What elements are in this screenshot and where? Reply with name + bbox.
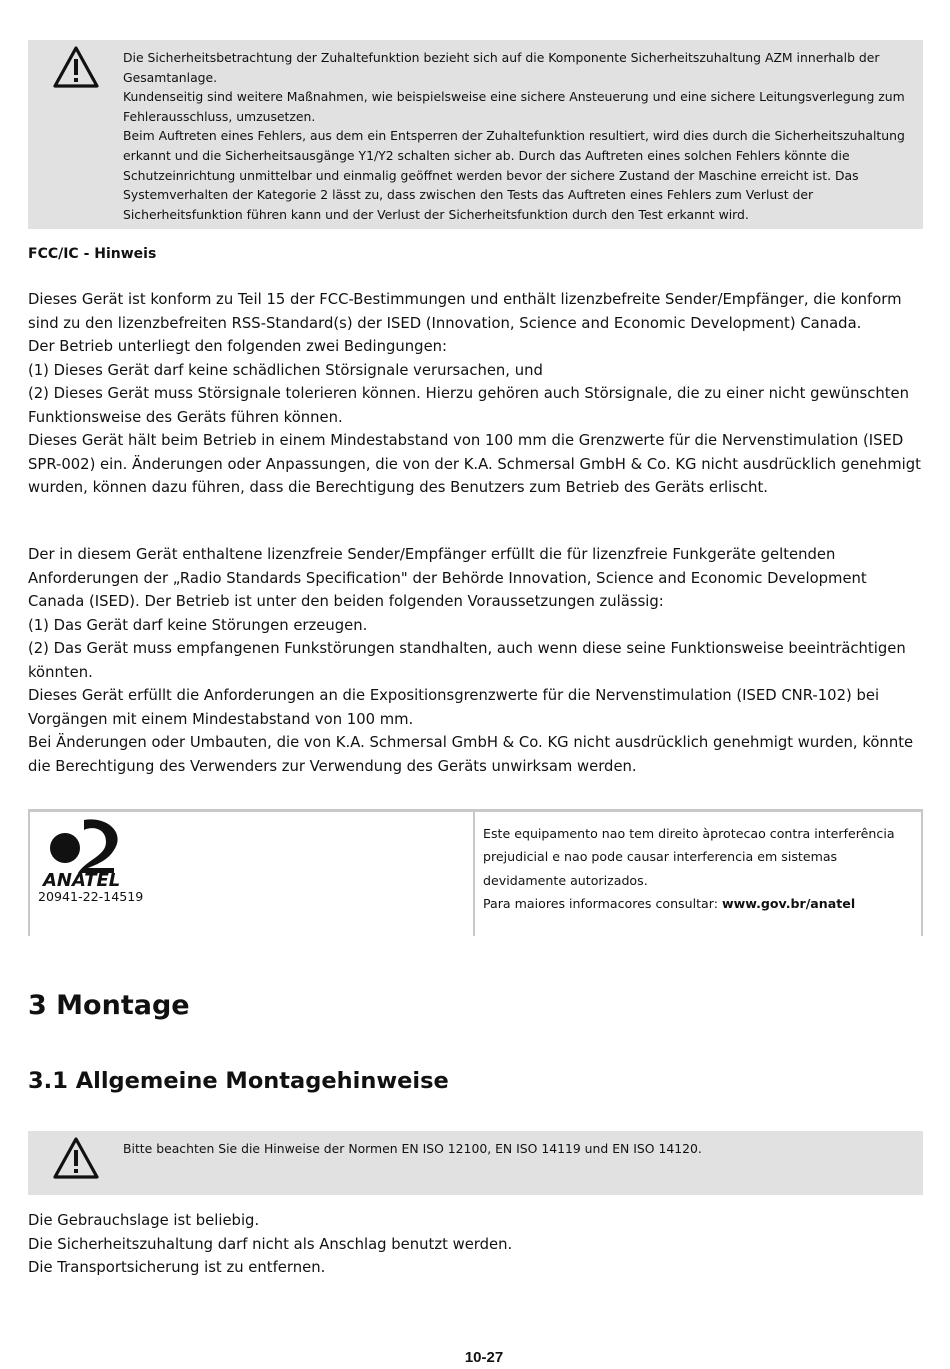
ised-paragraph: Dieses Gerät erfüllt die Anforderungen an die Expositionsgrenzwerte für die Nervenstimulation (ISED CNR-102) bei Vorgängen mit einem Mindestabstand von 100 mm. <box>28 687 880 728</box>
anatel-consult-prefix: Para maiores informacores consultar: <box>483 895 722 911</box>
anatel-note-line: devidamente autorizados. <box>483 872 648 888</box>
anatel-note-line: prejudicial e nao pode causar interferencia em sistemas <box>483 849 838 865</box>
fcc-paragraph: Dieses Gerät ist konform zu Teil 15 der FCC-Bestimmungen und enthält lizenzbefreite Sender/Empfänger, die konform sind zu den lizenzbefreiten RSS-Standard(s) der ISED (Innovation, Science and Economic Development) Canada. <box>28 291 902 332</box>
safety-warning-text <box>123 48 905 224</box>
ised-paragraph: Der in diesem Gerät enthaltene lizenzfreie Sender/Empfänger erfüllt die für lizenzfreie Funkgeräte geltenden Anforderungen der „Radio Standards Specification" der Behörde Innovation, Science and Economic Development Canada (ISED). Der Betrieb ist unter den beiden folgenden Voraussetzungen zulässig: <box>28 546 867 610</box>
mounting-instructions <box>28 1209 923 1280</box>
warning-paragraph: Kundenseitig sind weitere Maßnahmen, wie beispielsweise eine sichere Ansteuerung und eine sichere Leitungsverlegung zum Fehlerausschluss, umzusetzen. <box>123 89 905 124</box>
anatel-note-line: Este equipamento nao tem direito àprotecao contra interferência <box>483 826 895 841</box>
norms-warning-paragraph: Bitte beachten Sie die Hinweise der Normen EN ISO 12100, EN ISO 14119 und EN ISO 14120. <box>123 1141 702 1156</box>
anatel-table <box>28 809 923 936</box>
fcc-heading: FCC/IC - Hinweis <box>28 246 157 262</box>
anatel-consult-line <box>483 892 895 915</box>
mounting-line: Die Sicherheitszuhaltung darf nicht als Anschlag benutzt werden. <box>28 1235 513 1253</box>
fcc-paragraph: Dieses Gerät hält beim Betrieb in einem Mindestabstand von 100 mm die Grenzwerte für die Nervenstimulation (ISED SPR-002) ein. Änderungen oder Anpassungen, die von der K.A. Schmersal GmbH & Co. KG nicht ausdrücklich genehmigt wurden, können dazu führen, dass die Berechtigung des Benutzers zum Betrieb des Geräts erlischt. <box>28 432 921 496</box>
fcc-paragraph: Der Betrieb unterliegt den folgenden zwei Bedingungen: <box>28 338 448 355</box>
norms-warning-text <box>123 1139 905 1159</box>
warning-triangle-icon <box>53 45 99 89</box>
warning-paragraph: Die Sicherheitsbetrachtung der Zuhaltefunktion bezieht sich auf die Komponente Sicherheitszuhaltung AZM innerhalb der Gesamtanlage. <box>123 50 880 85</box>
fcc-paragraph: (2) Dieses Gerät muss Störsignale tolerieren können. Hierzu gehören auch Störsignale, die zu einer nicht gewünschten Funktionsweise des Geräts führen können. <box>28 385 910 426</box>
anatel-certificate-code: 20941-22-14519 <box>38 889 144 904</box>
fcc-text-block-1 <box>28 288 923 500</box>
ised-paragraph: (2) Das Gerät muss empfangenen Funkstörungen standhalten, auch wenn diese seine Funktionsweise beeinträchtigen könnten. <box>28 640 906 681</box>
page-number: 10-27 <box>464 1349 504 1366</box>
anatel-note-cell <box>475 812 923 936</box>
fcc-paragraph: (1) Dieses Gerät darf keine schädlichen Störsignale verursachen, und <box>28 361 543 379</box>
anatel-logo-text: ANATEL <box>43 870 121 888</box>
fcc-text-block-2 <box>28 543 923 778</box>
mounting-line: Die Gebrauchslage ist beliebig. <box>28 1212 260 1229</box>
warning-triangle-icon <box>53 1136 99 1180</box>
ised-paragraph: Bei Änderungen oder Umbauten, die von K.A. Schmersal GmbH & Co. KG nicht ausdrücklich genehmigt wurden, könnte die Berechtigung des Verwenders zur Verwendung des Geräts unwirksam werden. <box>28 734 914 775</box>
ised-paragraph: (1) Das Gerät darf keine Störungen erzeugen. <box>28 616 368 634</box>
mounting-line: Die Transportsicherung ist zu entfernen. <box>28 1259 326 1276</box>
anatel-link[interactable]: www.gov.br/anatel <box>721 895 856 911</box>
norms-warning-box <box>28 1131 923 1195</box>
anatel-logo <box>40 818 122 888</box>
warning-paragraph: Beim Auftreten eines Fehlers, aus dem ein Entsperren der Zuhaltefunktion resultiert, wird dies durch die Sicherheitszuhaltung erkannt und die Sicherheitsausgänge Y1/Y2 schalten sicher ab. Durch das Auftreten eines solchen Fehlers könnte die Schutzeinrichtung unmittelbar und einmalig geöffnet werden bevor der sichere Zustand der Maschine erreicht ist. Das Systemverhalten der Kategorie 2 lässt zu, dass zwischen den Tests das Auftreten eines Fehlers zum Verlust der Sicherheitsfunktion führen kann und der Verlust der Sicherheitsfunktion durch den Test erkannt wird. <box>123 128 905 222</box>
anatel-logo-cell <box>28 812 475 936</box>
chapter-heading: 3 Montage <box>28 990 190 1021</box>
safety-warning-box <box>28 40 923 229</box>
anatel-note <box>483 822 895 915</box>
section-heading: 3.1 Allgemeine Montagehinweise <box>28 1068 449 1094</box>
